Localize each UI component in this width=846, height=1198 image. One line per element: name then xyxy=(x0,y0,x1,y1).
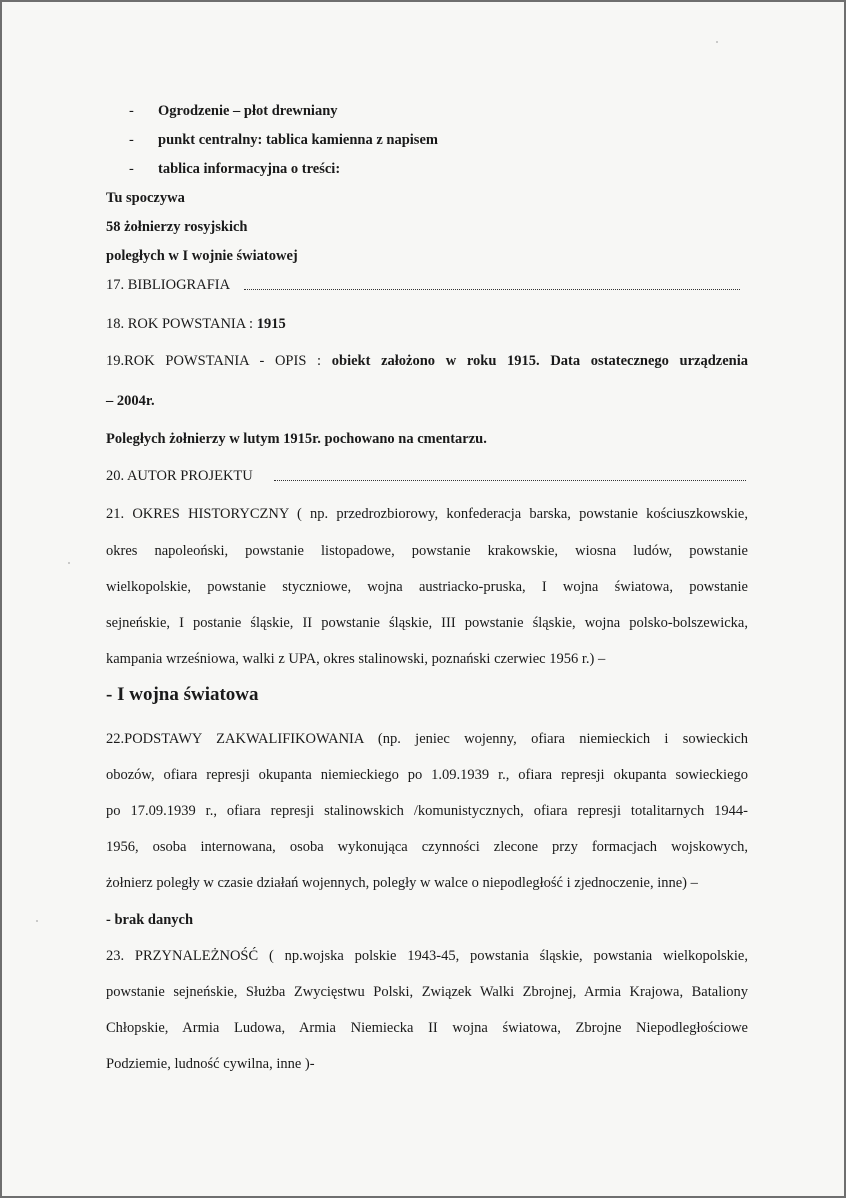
scan-speck xyxy=(36,920,38,922)
section-22-line: 1956, osoba internowana, osoba wykonująca czynności zlecone przy formacjach wojskowych, xyxy=(106,839,748,855)
document-page xyxy=(2,2,844,1196)
inscription-line: 58 żołnierzy rosyjskich xyxy=(106,219,248,235)
section-20-label: 20. AUTOR PROJEKTU xyxy=(106,468,253,484)
bullet-item: Ogrodzenie – płot drewniany xyxy=(158,103,338,119)
bullet-marker: - xyxy=(129,103,134,119)
section-19-label: 19.ROK POWSTANIA - OPIS : xyxy=(106,353,322,369)
section-18-value: 1915 xyxy=(256,316,286,332)
section-22-line: obozów, ofiara represji okupanta niemieckiego po 1.09.1939 r., ofiara represji okupanta sowieckiego xyxy=(106,767,748,783)
bullet-marker: - xyxy=(129,161,134,177)
section-23-line: powstanie sejneńskie, Służba Zwycięstwu Polski, Związek Walki Zbrojnej, Armia Krajowa, Bataliony xyxy=(106,984,748,1000)
scan-speck xyxy=(68,562,70,564)
scan-speck xyxy=(716,41,718,43)
section-18-label: 18. ROK POWSTANIA : xyxy=(106,316,254,332)
section-21-answer: - I wojna światowa xyxy=(106,684,259,705)
bullet-marker: - xyxy=(129,132,134,148)
dotted-leader xyxy=(244,287,740,290)
section-19-value-cont: – 2004r. xyxy=(106,393,155,409)
section-22-line: żołnierz poległy w czasie działań wojennych, poległy w walce o niepodległość i zjednoczenie, inne) – xyxy=(106,875,698,891)
section-21-line: sejneńskie, I postanie śląskie, II powstanie śląskie, III powstanie śląskie, wojna polsko-bolszewicka, xyxy=(106,615,748,631)
section-22-line: 22.PODSTAWY ZAKWALIFIKOWANIA (np. jeniec wojenny, ofiara niemieckich i sowieckich xyxy=(106,731,748,747)
section-23-line: Podziemie, ludność cywilna, inne )- xyxy=(106,1056,315,1072)
section-22-line: po 17.09.1939 r., ofiara represji stalinowskich /komunistycznych, ofiara represji totalitarnych 1944- xyxy=(106,803,748,819)
section-21-line: 21. OKRES HISTORYCZNY ( np. przedrozbiorowy, konfederacja barska, powstanie kościuszkowskie, xyxy=(106,506,748,522)
section-19-value: obiekt założono w roku 1915. Data ostatecznego urządzenia xyxy=(331,353,749,369)
bullet-item: tablica informacyjna o treści: xyxy=(158,161,341,177)
section-23-line: 23. PRZYNALEŻNOŚĆ ( np.wojska polskie 1943-45, powstania śląskie, powstania wielkopolskie, xyxy=(106,948,748,964)
section-19 xyxy=(106,352,748,370)
section-17-label: 17. BIBLIOGRAFIA xyxy=(106,277,231,293)
inscription-line: poległych w I wojnie światowej xyxy=(106,248,298,264)
dotted-leader xyxy=(274,478,746,481)
section-21-line: okres napoleoński, powstanie listopadowe, powstanie krakowskie, wiosna ludów, powstanie xyxy=(106,543,748,559)
section-22-answer: - brak danych xyxy=(106,912,194,928)
section-21-line: kampania wrześniowa, walki z UPA, okres stalinowski, poznański czerwiec 1956 r.) – xyxy=(106,651,606,667)
section-18 xyxy=(106,315,286,333)
section-23-line: Chłopskie, Armia Ludowa, Armia Niemiecka II wojna światowa, Zbrojne Niepodległościowe xyxy=(106,1020,748,1036)
bullet-item: punkt centralny: tablica kamienna z napisem xyxy=(158,132,438,148)
section-19-note: Poległych żołnierzy w lutym 1915r. pochowano na cmentarzu. xyxy=(106,431,487,447)
inscription-line: Tu spoczywa xyxy=(106,190,185,206)
section-21-line: wielkopolskie, powstanie styczniowe, wojna austriacko-pruska, I wojna światowa, powstanie xyxy=(106,579,748,595)
